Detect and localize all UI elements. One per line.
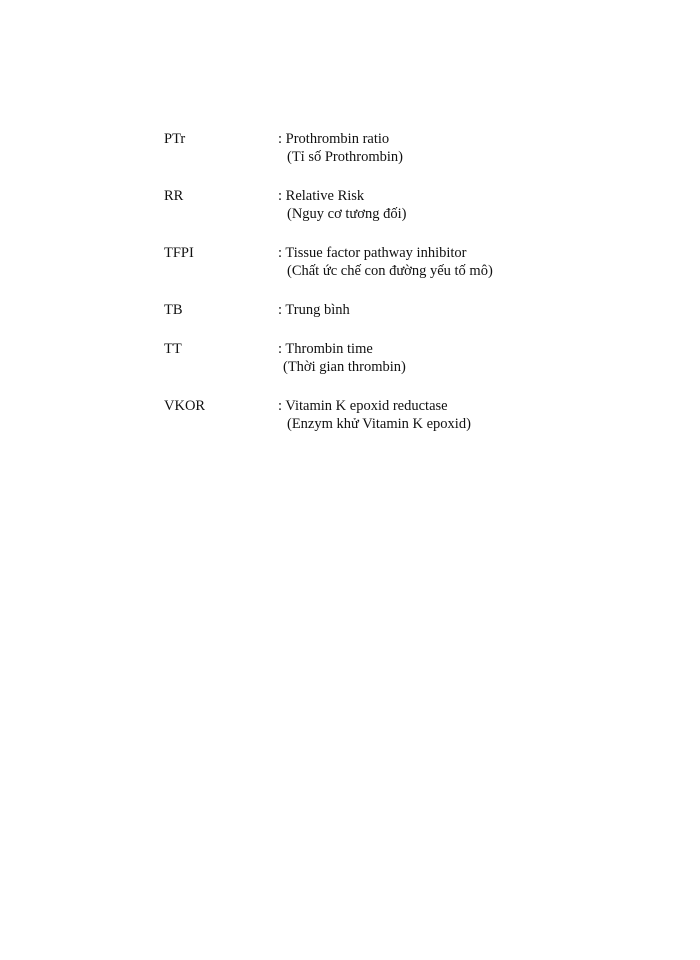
abbreviation-definition-block xyxy=(278,301,350,319)
abbreviation-translation: (Enzym khử Vitamin K epoxid) xyxy=(287,416,471,432)
abbreviation-definition: : Relative Risk xyxy=(278,188,365,204)
abbreviation-entry-tt xyxy=(164,340,406,376)
abbreviation-entry-ptr xyxy=(164,130,403,166)
abbreviation-definition: : Vitamin K epoxid reductase xyxy=(278,398,448,414)
abbreviation-definition-block xyxy=(278,244,493,280)
abbreviation-definition-block xyxy=(278,397,471,433)
abbreviation-definition-block xyxy=(278,187,406,223)
abbreviation-definition: : Trung bình xyxy=(278,302,350,318)
abbreviation-definition: : Thrombin time xyxy=(278,341,373,357)
abbreviation-term: PTr xyxy=(164,131,186,147)
abbreviation-term: TT xyxy=(164,341,182,357)
abbreviation-definition: : Tissue factor pathway inhibitor xyxy=(278,245,467,261)
abbreviation-entry-tfpi xyxy=(164,244,493,280)
abbreviation-translation: (Tỉ số Prothrombin) xyxy=(287,149,403,165)
abbreviation-translation: (Chất ức chế con đường yếu tố mô) xyxy=(287,263,493,279)
abbreviation-term: RR xyxy=(164,188,184,204)
abbreviation-term: VKOR xyxy=(164,398,206,414)
abbreviation-definition: : Prothrombin ratio xyxy=(278,131,390,147)
abbreviation-translation: (Nguy cơ tương đối) xyxy=(287,206,407,222)
abbreviation-entry-tb xyxy=(164,301,350,319)
abbreviation-definition-block xyxy=(278,130,403,166)
abbreviation-definition-block xyxy=(278,340,406,376)
abbreviation-translation: (Thời gian thrombin) xyxy=(283,359,406,375)
abbreviation-entry-vkor xyxy=(164,397,471,433)
abbreviation-entry-rr xyxy=(164,187,406,223)
abbreviation-term: TFPI xyxy=(164,245,194,261)
abbreviation-term: TB xyxy=(164,302,183,318)
